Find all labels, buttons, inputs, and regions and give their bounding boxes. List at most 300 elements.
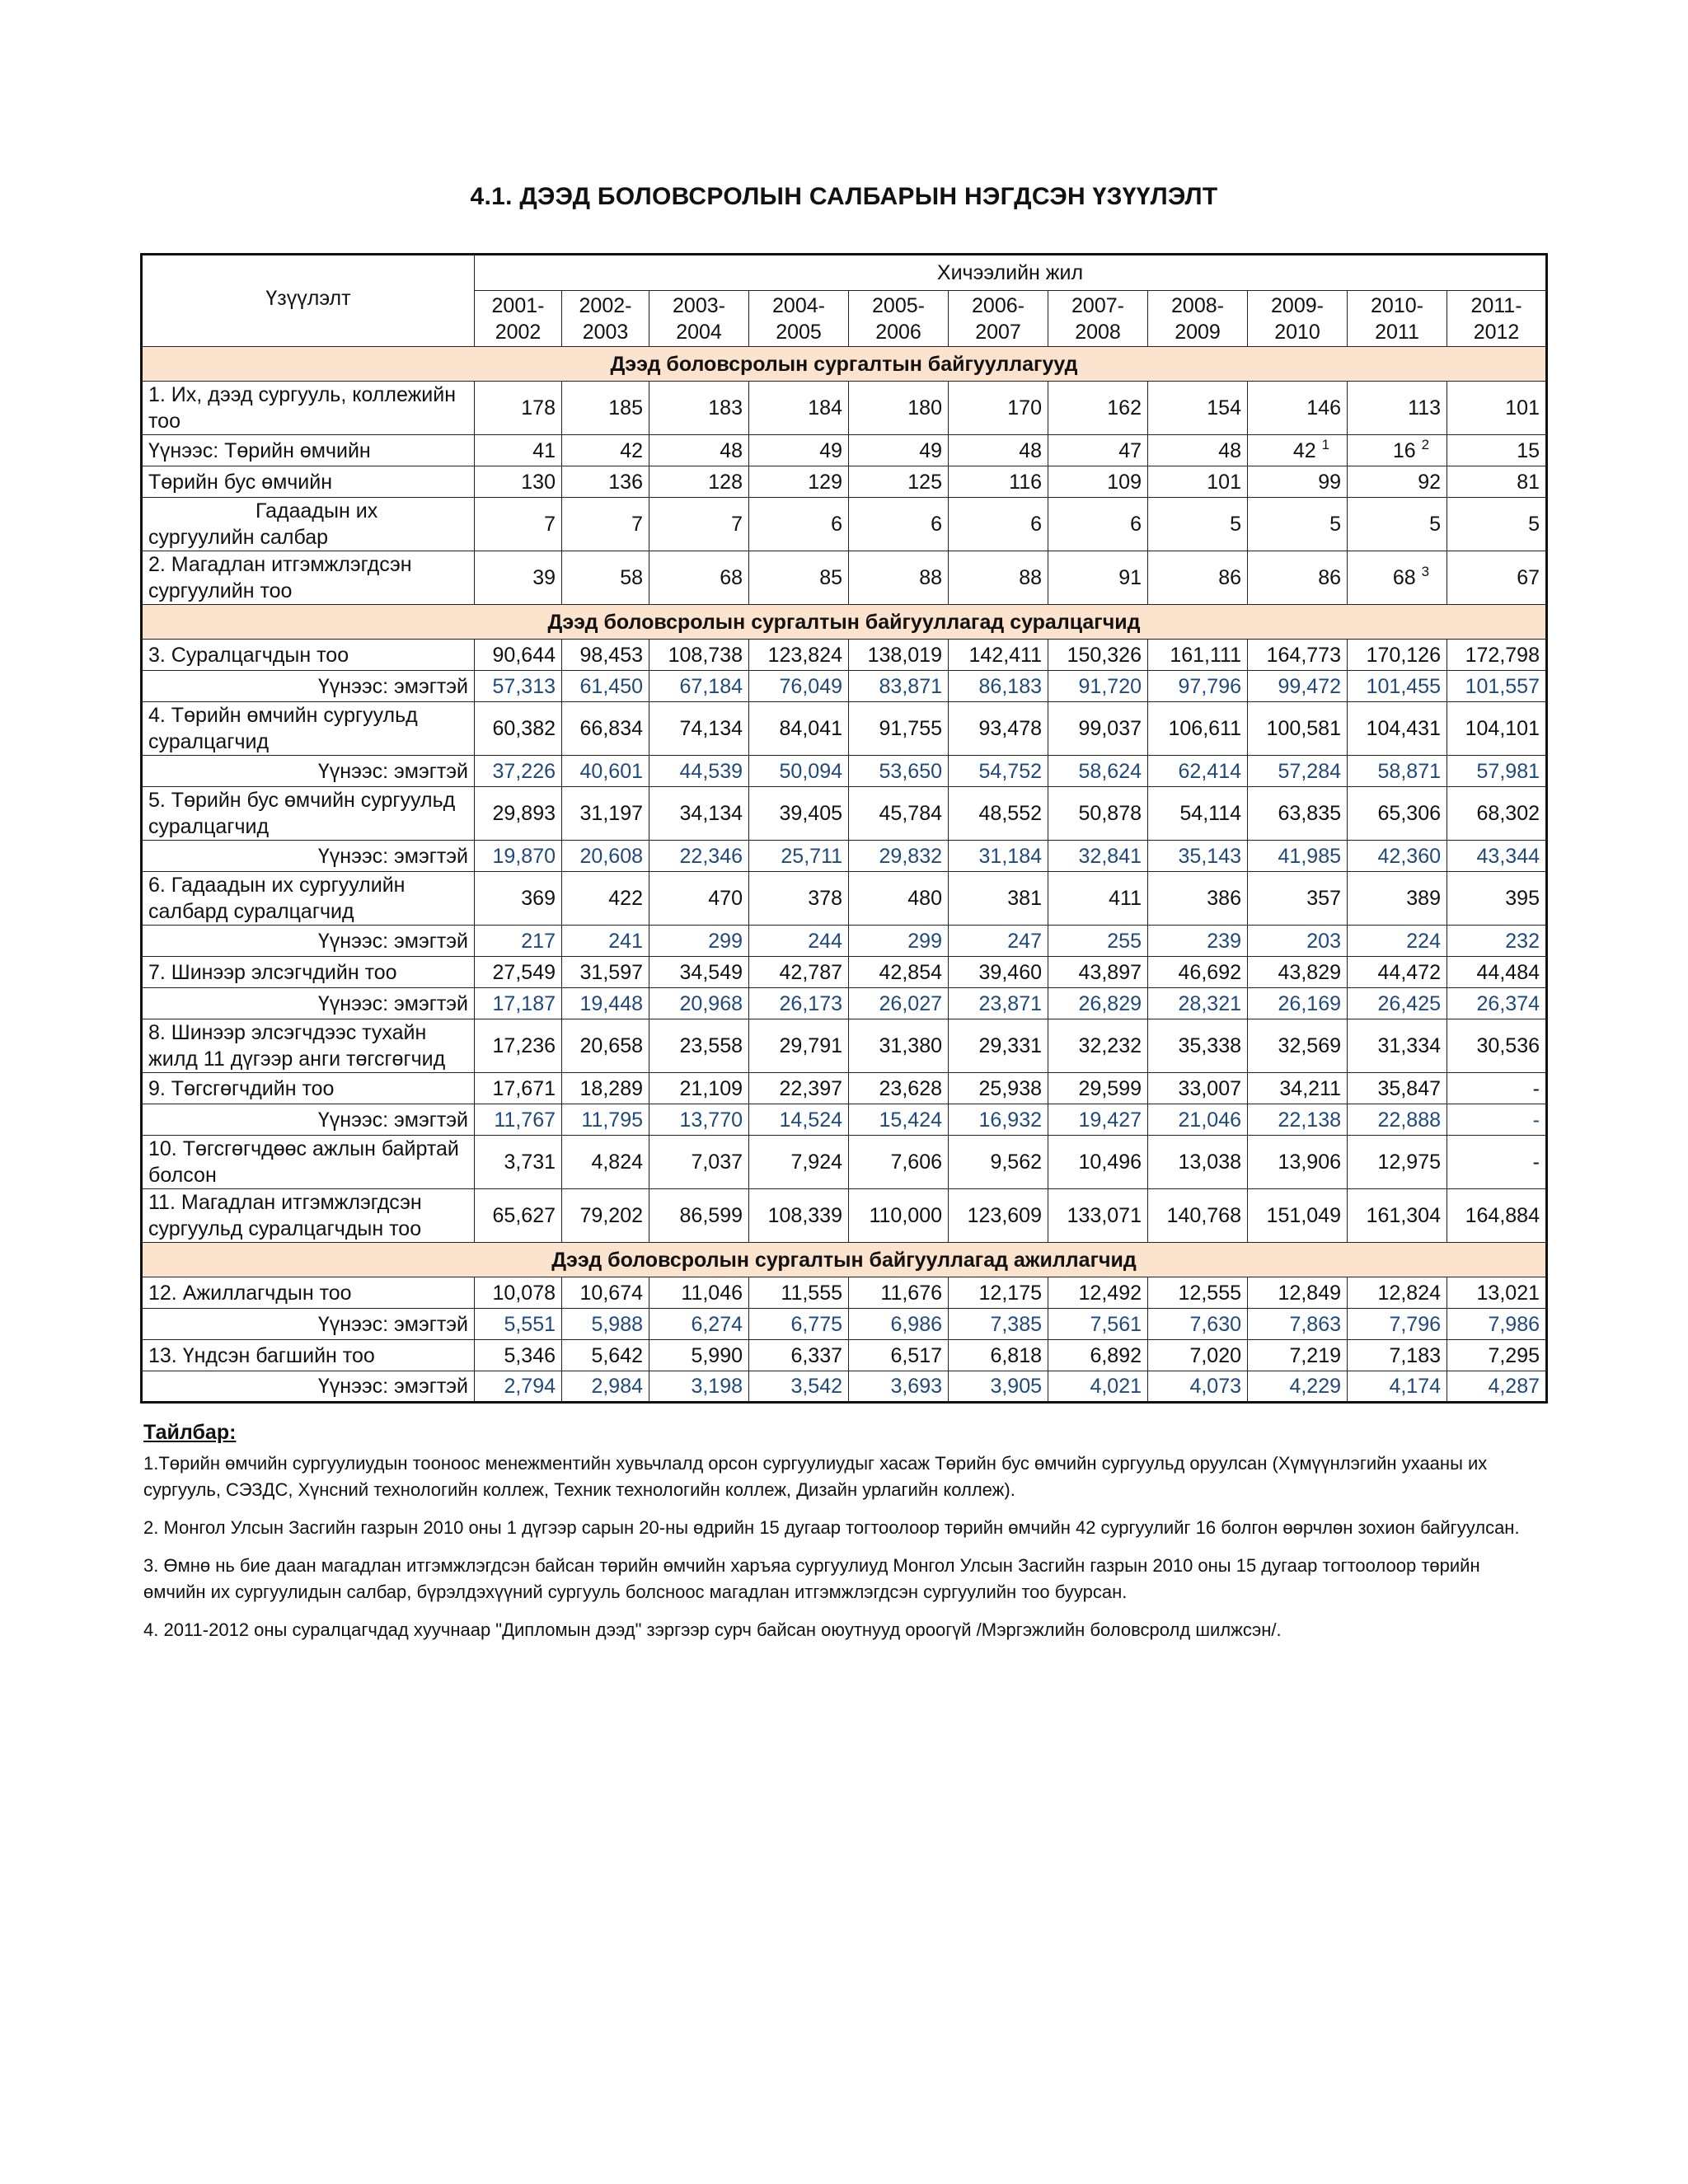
data-cell (1148, 1189, 1248, 1243)
cell-value: 4,229 (1289, 1375, 1341, 1398)
table-row (142, 702, 1547, 756)
cell-value: 19,448 (579, 991, 643, 1015)
cell-value: 4,021 (1090, 1375, 1142, 1398)
cell-value: 16 (1392, 438, 1416, 462)
data-cell (1348, 1277, 1447, 1309)
cell-value: 101,455 (1366, 674, 1441, 698)
data-cell (1148, 841, 1248, 872)
data-cell (1348, 926, 1447, 957)
year-end: 2002 (495, 320, 542, 344)
data-cell (649, 1189, 749, 1243)
cell-value: 4,174 (1389, 1375, 1441, 1398)
data-cell (1248, 841, 1348, 872)
cell-value: 29,791 (779, 1034, 842, 1057)
cell-value: 161,111 (1170, 643, 1241, 667)
footnote-mark: 3 (1421, 564, 1430, 579)
cell-value: 74,134 (679, 717, 743, 740)
data-cell (1447, 872, 1547, 926)
cell-value: 22,138 (1278, 1108, 1341, 1132)
cell-value: 7,606 (890, 1151, 942, 1174)
data-cell (849, 1189, 949, 1243)
data-cell (1148, 787, 1248, 841)
data-cell (1048, 872, 1148, 926)
data-cell (849, 957, 949, 988)
data-cell (849, 1019, 949, 1073)
cell-value: 154 (1207, 396, 1241, 419)
cell-value: 67,184 (679, 674, 743, 698)
data-cell (749, 957, 849, 988)
cell-value: 43,344 (1476, 844, 1540, 868)
cell-value: 49 (919, 438, 942, 462)
cell-value: 39,460 (978, 960, 1042, 984)
data-cell (649, 551, 749, 605)
data-cell (1048, 702, 1148, 756)
cell-value: 62,414 (1178, 759, 1241, 783)
row-label: Үүнээс: эмэгтэй (142, 671, 475, 702)
cell-value: 34,549 (679, 960, 743, 984)
data-cell (649, 1277, 749, 1309)
data-cell (1348, 1371, 1447, 1403)
cell-value: 41,985 (1278, 844, 1341, 868)
data-cell (1248, 957, 1348, 988)
data-cell (949, 1309, 1048, 1340)
year-group-header: Хичээлийн жил (475, 255, 1547, 291)
cell-value: 22,346 (679, 844, 743, 868)
data-cell (1348, 1073, 1447, 1104)
cell-value: 110,000 (869, 1204, 942, 1227)
data-cell (562, 957, 649, 988)
data-cell (849, 1136, 949, 1189)
cell-value: 42,787 (779, 960, 842, 984)
cell-value: 7,385 (990, 1312, 1042, 1336)
cell-value: 244 (808, 929, 842, 953)
data-cell (1248, 756, 1348, 787)
cell-value: 7,796 (1389, 1312, 1441, 1336)
data-cell (849, 551, 949, 605)
data-cell (749, 1189, 849, 1243)
note-3: 3. Өмнө нь бие даан магадлан итгэмжлэгдсэн байсан төрийн өмчийн харъяа сургуулиуд Монгол Улсын Засгийн газрын 2010 оны 15 дугаар тогтоолоор төрийн өмчийн их сургуулидын салбар, бүрэлдэхүүний сургууль болсноос магадлан итгэмжлэгдсэн сургуулийн тоо буурсан. (143, 1555, 1480, 1602)
row-label: Үүнээс: эмэгтэй (142, 1371, 475, 1403)
footnote-mark: 1 (1321, 436, 1330, 452)
data-cell (949, 787, 1048, 841)
data-cell (1248, 1371, 1348, 1403)
data-cell (562, 756, 649, 787)
cell-value: 5 (1429, 513, 1441, 536)
cell-value: 42 (1292, 438, 1316, 462)
data-cell (1048, 841, 1148, 872)
table-row (142, 841, 1547, 872)
data-cell (562, 466, 649, 498)
data-cell (849, 1309, 949, 1340)
data-cell (475, 466, 562, 498)
row-label: Үүнээс: эмэгтэй (142, 841, 475, 872)
data-cell (1048, 957, 1148, 988)
cell-value: 32,569 (1278, 1034, 1341, 1057)
cell-value: 26,027 (879, 991, 942, 1015)
data-cell (949, 702, 1048, 756)
data-cell (1348, 1309, 1447, 1340)
data-cell (562, 1277, 649, 1309)
table-row (142, 756, 1547, 787)
cell-value: 12,492 (1078, 1281, 1142, 1305)
data-cell (849, 1277, 949, 1309)
cell-value: 28,321 (1178, 991, 1241, 1015)
data-cell (849, 1371, 949, 1403)
cell-value: 170 (1007, 396, 1042, 419)
data-cell (1148, 1136, 1248, 1189)
data-cell (1048, 1309, 1148, 1340)
indicator-header: Үзүүлэлт (142, 255, 475, 347)
cell-value: 68,302 (1476, 802, 1540, 825)
cell-value: 67 (1517, 566, 1540, 589)
table-row (142, 926, 1547, 957)
cell-value: 146 (1306, 396, 1341, 419)
cell-value: 31,597 (579, 960, 643, 984)
cell-value: 5,988 (591, 1312, 643, 1336)
cell-value: 3,198 (691, 1375, 743, 1398)
data-cell (562, 1073, 649, 1104)
data-cell (649, 841, 749, 872)
data-cell (1447, 671, 1547, 702)
cell-value: 91,720 (1078, 674, 1142, 698)
data-cell (475, 551, 562, 605)
cell-value: 65,627 (492, 1204, 556, 1227)
cell-value: 247 (1007, 929, 1042, 953)
cell-value: 16,932 (978, 1108, 1042, 1132)
data-cell (1048, 756, 1148, 787)
data-cell (749, 1309, 849, 1340)
cell-value: 123,824 (767, 643, 842, 667)
cell-value: 48 (1019, 438, 1042, 462)
cell-value: 58,871 (1377, 759, 1441, 783)
data-cell (1248, 988, 1348, 1019)
cell-value: 39 (532, 566, 556, 589)
row-label: 9. Төгсгөгчдийн тоо (142, 1073, 475, 1104)
data-cell (1447, 787, 1547, 841)
data-cell (1447, 1073, 1547, 1104)
data-cell (1348, 841, 1447, 872)
data-cell (1148, 926, 1248, 957)
data-cell (475, 1019, 562, 1073)
data-cell (1148, 466, 1248, 498)
cell-value: 10,674 (579, 1281, 643, 1305)
data-cell (1348, 756, 1447, 787)
cell-value: 47 (1118, 438, 1142, 462)
data-cell (1348, 435, 1447, 466)
cell-value: 34,134 (679, 802, 743, 825)
cell-value: 17,236 (492, 1034, 556, 1057)
data-cell (949, 1340, 1048, 1371)
data-cell (1048, 988, 1148, 1019)
data-cell (562, 988, 649, 1019)
cell-value: 381 (1007, 887, 1042, 910)
cell-value: 411 (1109, 887, 1142, 910)
year-start: 2003- (673, 293, 725, 317)
year-header-2 (562, 291, 649, 347)
year-start: 2008- (1171, 293, 1224, 317)
year-start: 2005- (872, 293, 925, 317)
data-cell (1048, 1136, 1148, 1189)
data-cell (949, 872, 1048, 926)
cell-value: - (1532, 1151, 1540, 1174)
cell-value: 99,037 (1078, 717, 1142, 740)
cell-value: 12,555 (1178, 1281, 1241, 1305)
data-cell (1048, 1073, 1148, 1104)
section-header: Дээд боловсролын сургалтын байгууллагад ажиллагчид (142, 1243, 1547, 1277)
data-cell (1148, 640, 1248, 671)
cell-value: 5,990 (691, 1343, 743, 1367)
year-header-8 (1148, 291, 1248, 347)
cell-value: 79,202 (579, 1204, 643, 1227)
data-cell (1248, 1073, 1348, 1104)
cell-value: 63,835 (1278, 802, 1341, 825)
data-cell (849, 872, 949, 926)
cell-value: 378 (808, 887, 842, 910)
cell-value: 86,599 (679, 1204, 743, 1227)
cell-value: 29,331 (978, 1034, 1042, 1057)
page-title: 4.1. ДЭЭД БОЛОВСРОЛЫН САЛБАРЫН НЭГДСЭН ҮЗҮҮЛЭЛТ (470, 183, 1218, 210)
data-cell (1248, 1019, 1348, 1073)
cell-value: 84,041 (779, 717, 842, 740)
data-cell (1348, 671, 1447, 702)
data-cell (1148, 435, 1248, 466)
cell-value: 6 (1130, 513, 1142, 536)
cell-value: 35,847 (1377, 1076, 1441, 1100)
data-cell (1148, 1104, 1248, 1136)
cell-value: 3,693 (890, 1375, 942, 1398)
data-cell (949, 435, 1048, 466)
cell-value: 26,374 (1476, 991, 1540, 1015)
data-cell (949, 1104, 1048, 1136)
cell-value: 185 (608, 396, 643, 419)
cell-value: 19,427 (1078, 1108, 1142, 1132)
data-cell (749, 841, 849, 872)
cell-value: 86 (1318, 566, 1341, 589)
year-end: 2005 (776, 320, 822, 344)
data-cell (1148, 1277, 1248, 1309)
cell-value: 88 (1019, 566, 1042, 589)
cell-value: 239 (1207, 929, 1241, 953)
year-start: 2007- (1071, 293, 1124, 317)
cell-value: 108,738 (668, 643, 743, 667)
cell-value: 183 (708, 396, 743, 419)
data-cell (562, 841, 649, 872)
cell-value: 39,405 (779, 802, 842, 825)
cell-value: 21,109 (679, 1076, 743, 1100)
cell-value: 43,897 (1078, 960, 1142, 984)
cell-value: 15 (1517, 438, 1540, 462)
data-cell (475, 1340, 562, 1371)
data-cell (949, 498, 1048, 551)
cell-value: 7,630 (1189, 1312, 1241, 1336)
table-row (142, 1340, 1547, 1371)
cell-value: 7 (631, 513, 643, 536)
cell-value: 42,854 (879, 960, 942, 984)
data-cell (649, 1371, 749, 1403)
data-cell (475, 435, 562, 466)
row-label: Үүнээс: эмэгтэй (142, 988, 475, 1019)
cell-value: 48 (720, 438, 743, 462)
data-cell (1148, 671, 1248, 702)
data-cell (749, 1019, 849, 1073)
cell-value: 5 (1528, 513, 1540, 536)
cell-value: 19,870 (492, 844, 556, 868)
data-cell (649, 435, 749, 466)
year-start: 2002- (579, 293, 632, 317)
cell-value: 85 (819, 566, 842, 589)
data-cell (1348, 787, 1447, 841)
cell-value: 5 (1230, 513, 1241, 536)
cell-value: 31,334 (1377, 1034, 1441, 1057)
cell-value: 11,046 (681, 1281, 743, 1305)
row-label: Үүнээс: эмэгтэй (142, 1104, 475, 1136)
data-cell (475, 1136, 562, 1189)
data-cell (1048, 551, 1148, 605)
cell-value: 2,984 (591, 1375, 643, 1398)
year-header-3 (649, 291, 749, 347)
cell-value: 6,337 (790, 1343, 842, 1367)
cell-value: 101,557 (1465, 674, 1540, 698)
data-cell (1048, 1371, 1148, 1403)
cell-value: 12,175 (978, 1281, 1042, 1305)
data-cell (749, 1104, 849, 1136)
cell-value: 7 (731, 513, 743, 536)
cell-value: 3,905 (990, 1375, 1042, 1398)
cell-value: 6 (1030, 513, 1042, 536)
cell-value: 35,338 (1178, 1034, 1241, 1057)
cell-value: 178 (521, 396, 556, 419)
data-cell (1447, 435, 1547, 466)
cell-value: 22,397 (779, 1076, 842, 1100)
table-row (142, 1277, 1547, 1309)
data-cell (949, 1136, 1048, 1189)
row-label (142, 498, 475, 551)
data-cell (1048, 435, 1148, 466)
table-row (142, 382, 1547, 435)
cell-value: 57,284 (1278, 759, 1341, 783)
cell-value: 151,049 (1266, 1204, 1341, 1227)
cell-value: 10,078 (492, 1281, 556, 1305)
cell-value: 128 (708, 470, 743, 494)
cell-value: 395 (1505, 887, 1540, 910)
data-cell (1248, 640, 1348, 671)
cell-value: 20,658 (579, 1034, 643, 1057)
row-label-line: Гадаадын их (256, 499, 378, 523)
data-cell (1048, 466, 1148, 498)
cell-value: 104,431 (1366, 717, 1441, 740)
data-cell (749, 872, 849, 926)
cell-value: 164,884 (1465, 1204, 1540, 1227)
cell-value: 57,313 (492, 674, 556, 698)
data-cell (1447, 957, 1547, 988)
data-cell (949, 988, 1048, 1019)
data-cell (1048, 926, 1148, 957)
cell-value: 68 (720, 566, 743, 589)
data-cell (475, 640, 562, 671)
cell-value: 29,832 (879, 844, 942, 868)
year-end: 2003 (582, 320, 629, 344)
data-cell (1048, 382, 1148, 435)
row-label: 5. Төрийн бус өмчийн сургуульд суралцагчид (142, 787, 475, 841)
cell-value: 23,871 (978, 991, 1042, 1015)
row-label: 3. Суралцагчдын тоо (142, 640, 475, 671)
data-cell (749, 787, 849, 841)
cell-value: 7,863 (1289, 1312, 1341, 1336)
year-end: 2008 (1075, 320, 1121, 344)
cell-value: 50,878 (1078, 802, 1142, 825)
cell-value: 12,824 (1377, 1281, 1441, 1305)
cell-value: 172,798 (1465, 643, 1540, 667)
data-cell (649, 756, 749, 787)
cell-value: 389 (1406, 887, 1441, 910)
cell-value: 13,038 (1178, 1151, 1241, 1174)
cell-value: 99 (1318, 470, 1341, 494)
cell-value: 2,794 (504, 1375, 556, 1398)
cell-value: 97,796 (1178, 674, 1241, 698)
cell-value: 27,549 (492, 960, 556, 984)
cell-value: 113 (1408, 396, 1441, 419)
data-cell (475, 671, 562, 702)
data-cell (1348, 466, 1447, 498)
data-cell (1348, 702, 1447, 756)
data-cell (649, 1104, 749, 1136)
cell-value: 6,892 (1090, 1343, 1142, 1367)
row-label: 4. Төрийн өмчийн сургуульд суралцагчид (142, 702, 475, 756)
cell-value: 45,784 (879, 802, 942, 825)
cell-value: 26,173 (779, 991, 842, 1015)
data-cell (649, 988, 749, 1019)
cell-value: 20,608 (579, 844, 643, 868)
data-cell (1447, 841, 1547, 872)
table-row (142, 787, 1547, 841)
cell-value: 180 (907, 396, 942, 419)
table-row (142, 1189, 1547, 1243)
data-cell (562, 926, 649, 957)
data-cell (1048, 1104, 1148, 1136)
data-cell (1348, 1019, 1447, 1073)
table-row (142, 1136, 1547, 1189)
cell-value: 108,339 (767, 1204, 842, 1227)
data-cell (562, 1136, 649, 1189)
year-end: 2011 (1375, 320, 1419, 344)
data-cell (1348, 957, 1447, 988)
data-cell (562, 1309, 649, 1340)
section-header: Дээд боловсролын сургалтын байгууллагууд (142, 347, 1547, 382)
cell-value: 6,274 (691, 1312, 743, 1336)
cell-value: 217 (521, 929, 556, 953)
data-cell (1447, 1340, 1547, 1371)
cell-value: 7,924 (790, 1151, 842, 1174)
data-cell (849, 1104, 949, 1136)
year-header-7 (1048, 291, 1148, 347)
data-cell (1248, 926, 1348, 957)
cell-value: 32,232 (1078, 1034, 1142, 1057)
data-cell (1447, 988, 1547, 1019)
data-cell (475, 787, 562, 841)
year-header-4 (749, 291, 849, 347)
data-cell (562, 435, 649, 466)
data-cell (1248, 1189, 1348, 1243)
row-label: 2. Магадлан итгэмжлэгдсэн сургуулийн тоо (142, 551, 475, 605)
cell-value: 203 (1306, 929, 1341, 953)
cell-value: 123,609 (967, 1204, 1042, 1227)
data-cell (1248, 466, 1348, 498)
data-cell (1348, 382, 1447, 435)
cell-value: 170,126 (1366, 643, 1441, 667)
cell-value: 49 (819, 438, 842, 462)
year-start: 2001- (491, 293, 545, 317)
cell-value: 3,542 (790, 1375, 842, 1398)
